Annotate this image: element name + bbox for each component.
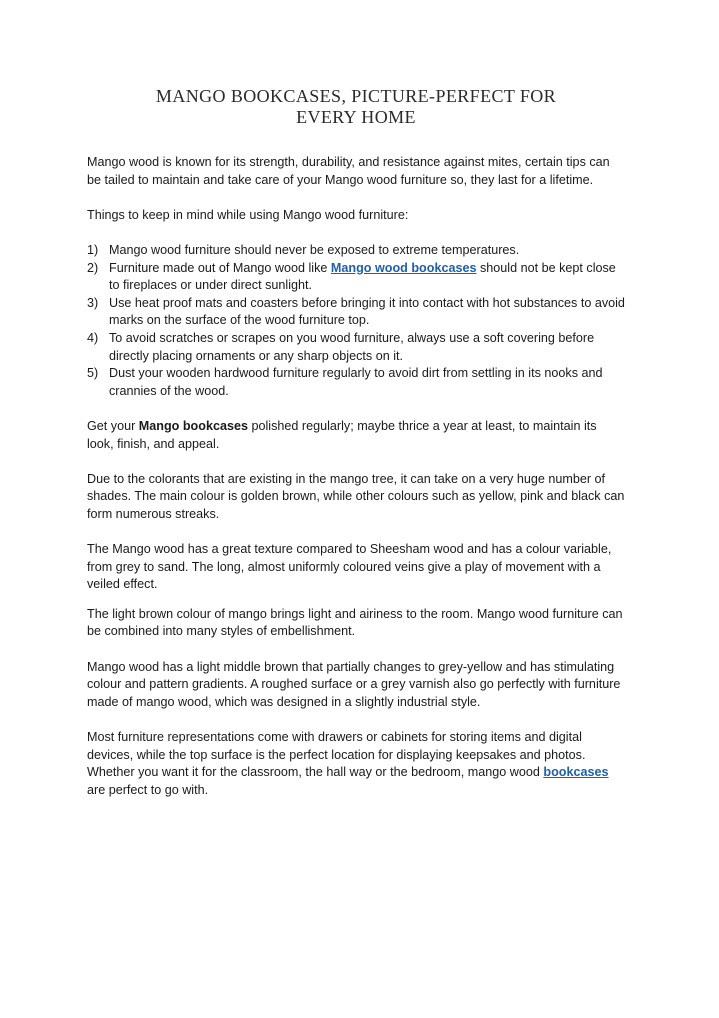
closing-text-before: Most furniture representations come with drawers or cabinets for storing items and digital devices, while the top surface is the perfect location for displaying keepsakes and photos. Whether you want it for the classroom, the hall way or the bedroom, mango wood — [87, 730, 586, 780]
mango-bookcases-bold: Mango bookcases — [138, 418, 248, 433]
colorants-paragraph: Due to the colorants that are existing in the mango tree, it can take on a very huge number of shades. The main colour is golden brown, while other colours such as yellow, pink and black can form numerous streaks. — [87, 471, 625, 521]
list-number: 2) — [87, 260, 99, 275]
mango-wood-bookcases-link[interactable]: Mango wood bookcases — [330, 260, 477, 275]
page-title — [87, 86, 625, 128]
list-item — [87, 295, 625, 330]
texture-paragraph: The Mango wood has a great texture compared to Sheesham wood and has a colour variable, from grey to sand. The long, almost uniformly coloured veins give a play of movement with a veiled effect. — [87, 542, 612, 592]
polish-text-before: Get your — [87, 418, 139, 433]
title-line-2: EVERY HOME — [296, 107, 416, 127]
intro-paragraph: Mango wood is known for its strength, durability, and resistance against mites, certain tips can be tailed to maintain and take care of your Mango wood furniture so, they last for a lifetime. — [87, 155, 610, 187]
article-body — [87, 154, 625, 799]
list-text-before: Furniture made out of Mango wood like — [109, 260, 331, 275]
list-text: To avoid scratches or scrapes on you wood furniture, always use a soft covering before directly placing ornaments or any sharp objects on it. — [109, 330, 595, 363]
list-item — [87, 330, 625, 365]
list-number: 1) — [87, 242, 99, 257]
list-text-after: should not be kept close to fireplaces or under direct sunlight. — [109, 260, 616, 293]
list-text: Use heat proof mats and coasters before bringing it into contact with hot substances to avoid marks on the surface of the wood furniture top. — [109, 295, 625, 328]
list-item — [87, 260, 625, 295]
list-item — [87, 365, 625, 400]
polish-paragraph — [87, 418, 625, 453]
list-text: Mango wood furniture should never be exposed to extreme temperatures. — [109, 242, 520, 257]
list-number: 5) — [87, 366, 99, 381]
closing-text-after: are perfect to go with. — [87, 782, 209, 797]
bookcases-link[interactable]: bookcases — [543, 765, 609, 780]
title-line-1: MANGO BOOKCASES, PICTURE-PERFECT FOR — [155, 86, 557, 106]
list-number: 4) — [87, 330, 99, 345]
middle-brown-paragraph: Mango wood has a light middle brown that partially changes to grey-yellow and has stimulating colour and pattern gradients. A roughed surface or a grey varnish also go perfectly with furniture made of mango wood, which was designed in a slightly industrial style. — [87, 659, 621, 709]
list-item — [87, 242, 625, 260]
closing-paragraph — [87, 729, 625, 799]
tips-list — [87, 242, 625, 400]
things-heading: Things to keep in mind while using Mango wood furniture: — [87, 207, 409, 222]
polish-text-after: polished regularly; maybe thrice a year at least, to maintain its look, finish, and appeal. — [87, 418, 597, 451]
list-number: 3) — [87, 295, 99, 310]
light-brown-paragraph: The light brown colour of mango brings light and airiness to the room. Mango wood furniture can be combined into many styles of embellishment. — [87, 606, 623, 639]
list-text: Dust your wooden hardwood furniture regularly to avoid dirt from settling in its nooks and crannies of the wood. — [109, 366, 603, 398]
